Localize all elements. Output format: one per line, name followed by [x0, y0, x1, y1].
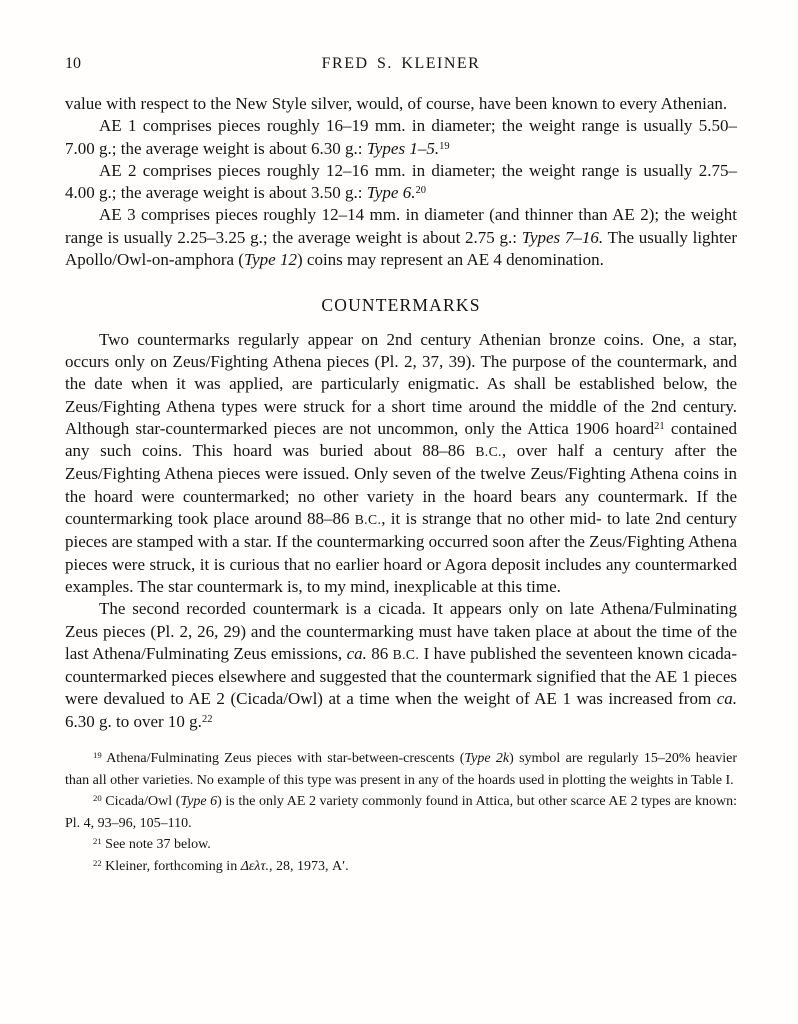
intro-paragraphs — [65, 93, 737, 271]
text-segment: ) is the only AE 2 variety commonly found in Attica, but other scarce AE 2 types are known: Pl. 4, 93–96, 105–110. — [65, 794, 737, 831]
paragraph — [65, 115, 737, 160]
text-segment: Types 7–16. — [521, 227, 604, 247]
footnote-number: 21 — [93, 836, 102, 847]
paragraph — [65, 93, 737, 115]
paragraph — [65, 160, 737, 205]
footnote — [65, 834, 737, 856]
footnote — [65, 856, 737, 878]
footnote — [65, 791, 737, 834]
text-segment: 86 — [366, 643, 393, 663]
text-segment: AE 1 comprises pieces roughly 16–19 mm. in diameter; the weight range is usually 5.50–7.00 g.; the average weight is about 6.30 g.: — [65, 116, 737, 158]
text-segment: value with respect to the New Style silver, would, of course, have been known to every Athenian. — [65, 94, 728, 113]
text-segment: Athena/Fulminating Zeus pieces with star-between-crescents ( — [101, 751, 465, 767]
section-paragraphs — [65, 329, 737, 733]
page-header — [65, 54, 737, 74]
text-segment: Δελτ. — [240, 858, 269, 874]
paragraph — [65, 329, 737, 599]
text-segment: Type 6. — [366, 183, 416, 203]
text-segment: Type 6 — [180, 794, 218, 810]
text-segment: Cicada/Owl ( — [101, 794, 181, 810]
text-segment: Type 2k — [464, 751, 510, 767]
footnote-number: 20 — [93, 793, 102, 804]
text-segment: Types 1–5. — [366, 138, 440, 158]
text-segment: ) coins may represent an AE 4 denomination. — [296, 250, 604, 270]
footnote-reference: 22 — [201, 713, 213, 725]
text-segment: The usually lighter Apollo/Owl-on-amphora ( — [65, 227, 737, 270]
text-segment: AE 2 comprises pieces roughly 12–16 mm. in diameter; the weight range is usually 2.75–4.00 g.; the average weight is about 3.50 g.: — [65, 160, 737, 203]
text-segment: I have published the seventeen known cicada-countermarked pieces elsewhere and suggested that the countermark signified that the AE 1 pieces were devalued to AE 2 (Cicada/Owl) at a time when the weight of AE 1 was increased from — [65, 643, 737, 709]
text-segment: B.C. — [475, 444, 502, 460]
text-segment: B.C. — [354, 512, 382, 528]
footnote-reference: 20 — [415, 185, 427, 197]
text-segment: contained any such coins. This hoard was buried about 88–86 — [65, 418, 737, 461]
text-segment: Type 12 — [243, 250, 297, 270]
footnote-number: 19 — [93, 750, 102, 761]
text-segment: Two countermarks regularly appear on 2nd century Athenian bronze coins. One, a star, occurs only on Zeus/Fighting Athena pieces (Pl. 2, 37, 39). The purpose of the countermark, and the date when it was applied, are particularly enigmatic. As shall be established below, the Zeus/Fighting Athena types were struck for a short time around the middle of the 2nd century. Although star-countermarked pieces are not uncommon, only the Attica 1906 hoard — [65, 329, 737, 438]
text-segment: See note 37 below. — [101, 837, 211, 853]
running-head: FRED S. KLEINER — [321, 55, 481, 72]
text-segment: ca. — [716, 689, 737, 709]
text-segment: , over half a century after the Zeus/Fighting Athena pieces were issued. Only seven of the twelve Zeus/Fighting Athena coins in the hoard were countermarked; no other variety in the hoard bears any countermark. If the countermarking took place around 88–86 — [65, 441, 737, 529]
page-number: 10 — [65, 55, 81, 72]
text-segment: ca. — [346, 643, 367, 663]
text-segment: B.C. — [392, 646, 420, 662]
text-segment: The second recorded countermark is a cicada. It appears only on late Athena/Fulminating Zeus pieces (Pl. 2, 26, 29) and the countermarking must have taken place at about the time of the last Athena/Fulminating Zeus emissions, — [65, 599, 737, 663]
footnote-number: 22 — [93, 857, 102, 868]
text-segment: Kleiner, forthcoming in — [101, 858, 241, 874]
text-segment: 6.30 g. to over 10 g. — [65, 711, 202, 731]
footnote — [65, 748, 737, 791]
section-heading: COUNTERMARKS — [321, 295, 481, 316]
text-segment: , 28, 1973, A′. — [269, 858, 349, 874]
article-body — [65, 93, 737, 733]
text-segment: AE 3 comprises pieces roughly 12–14 mm. in diameter (and thinner than AE 2); the weight range is usually 2.25–3.25 g.; the average weight is about 2.75 g.: — [65, 205, 737, 247]
text-segment: , it is strange that no other mid- to late 2nd century pieces are stamped with a star. If the countermarking occurred soon after the Zeus/Fighting Athena pieces were struck, it is curious that no earlier hoard or Agora deposit includes any countermarked examples. The star countermark is, to my mind, inexplicable at this time. — [65, 509, 737, 596]
footnotes — [65, 748, 737, 877]
text-segment: ) symbol are regularly 15–20% heavier than all other varieties. No example of this type was present in any of the hoards used in plotting the weights in Table I. — [65, 751, 737, 788]
footnote-reference: 19 — [439, 140, 450, 152]
paragraph — [65, 598, 737, 733]
footnote-reference: 21 — [654, 421, 665, 433]
paragraph — [65, 204, 737, 271]
